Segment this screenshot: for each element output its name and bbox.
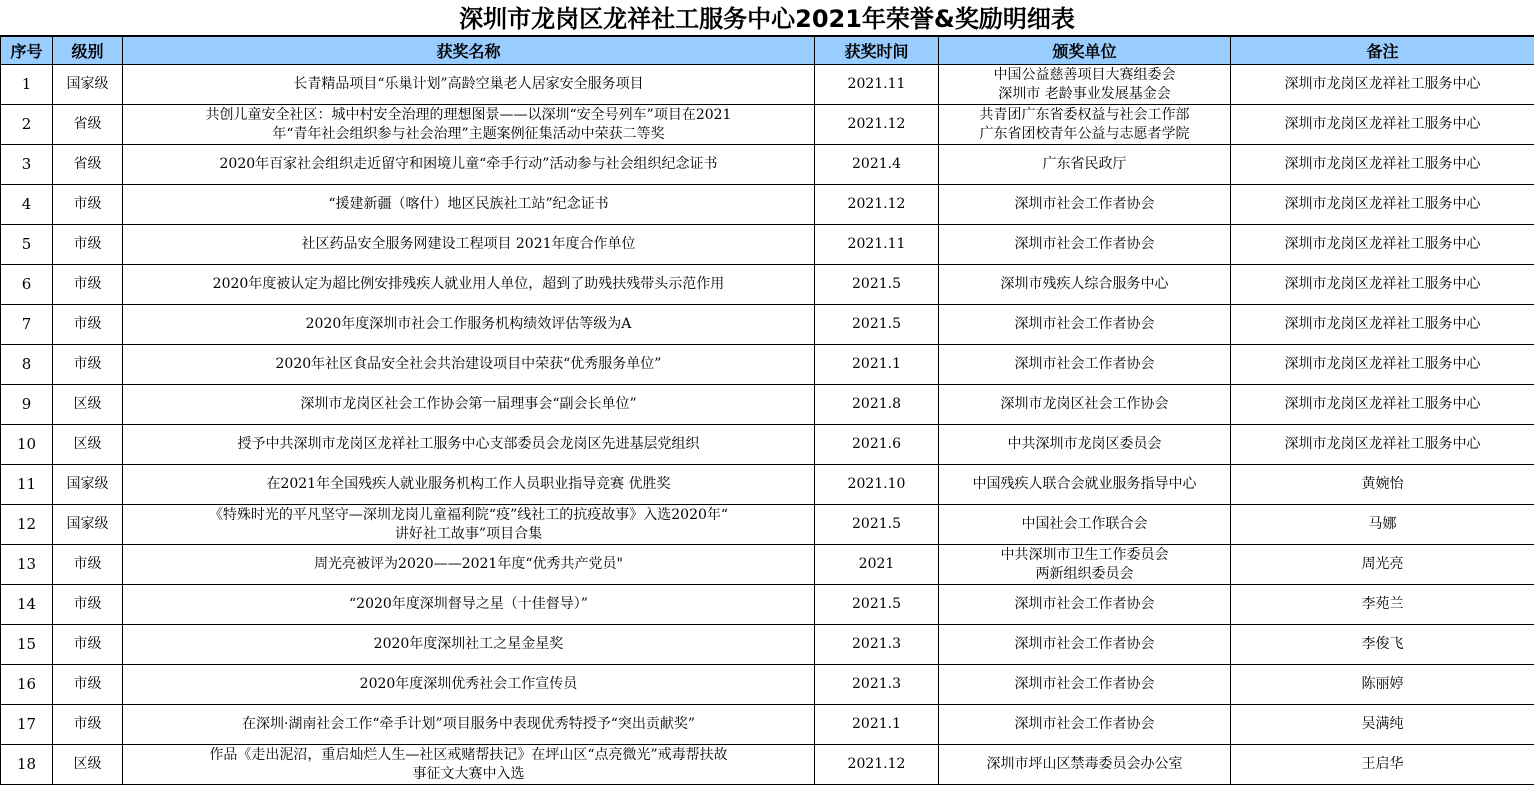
cell-note[interactable]: 周光亮 (1231, 545, 1534, 585)
cell-level[interactable]: 市级 (53, 625, 123, 665)
issuer-line: 中国残疾人联合会就业服务指导中心 (972, 476, 1197, 492)
cell-note[interactable]: 李俊飞 (1231, 625, 1534, 665)
cell-level[interactable]: 省级 (53, 105, 123, 145)
cell-note[interactable]: 深圳市龙岗区龙祥社工服务中心 (1231, 345, 1534, 385)
cell-award-time[interactable]: 2021.10 (815, 465, 939, 505)
table-row (1, 185, 1534, 225)
cell-note[interactable]: 深圳市龙岗区龙祥社工服务中心 (1231, 65, 1534, 105)
issuer-line: 深圳市社会工作者协会 (1014, 636, 1155, 652)
header-award-name[interactable]: 获奖名称 (123, 37, 815, 65)
cell-award-time[interactable]: 2021.12 (815, 105, 939, 145)
award-name-line: “2020年度深圳督导之星（十佳督导）” (349, 596, 588, 612)
issuer-line: 深圳市龙岗区社会工作协会 (1000, 396, 1169, 412)
cell-index[interactable]: 6 (1, 265, 53, 305)
cell-level[interactable]: 国家级 (53, 65, 123, 105)
header-index[interactable]: 序号 (1, 37, 53, 65)
issuer-line: 广东省团校青年公益与志愿者学院 (979, 125, 1190, 142)
cell-level[interactable]: 市级 (53, 545, 123, 585)
cell-level[interactable]: 市级 (53, 265, 123, 305)
cell-award-time[interactable]: 2021.1 (815, 705, 939, 745)
cell-index[interactable]: 2 (1, 105, 53, 145)
cell-note[interactable]: 深圳市龙岗区龙祥社工服务中心 (1231, 225, 1534, 265)
table-row (1, 505, 1534, 545)
table-row (1, 545, 1534, 585)
award-name-line: 在深圳·湖南社会工作“牵手计划”项目服务中表现优秀特授予“突出贡献奖” (241, 716, 696, 732)
award-name-line: 年“青年社会组织参与社会治理”主题案例征集活动中荣获二等奖 (272, 125, 665, 142)
cell-index[interactable]: 10 (1, 425, 53, 465)
issuer-line: 深圳市社会工作者协会 (1014, 716, 1155, 732)
cell-level[interactable]: 市级 (53, 585, 123, 625)
cell-issuer[interactable] (939, 145, 1231, 185)
table-row (1, 385, 1534, 425)
cell-issuer[interactable] (939, 345, 1231, 385)
cell-index[interactable]: 14 (1, 585, 53, 625)
cell-note[interactable]: 王启华 (1231, 745, 1534, 785)
cell-level[interactable]: 区级 (53, 425, 123, 465)
issuer-line: 中共深圳市龙岗区委员会 (1007, 436, 1162, 452)
award-name-line: 共创儿童安全社区：城中村安全治理的理想图景——以深圳“安全号列车”项目在2021 (205, 106, 732, 123)
cell-issuer[interactable] (939, 465, 1231, 505)
cell-award-time[interactable]: 2021.3 (815, 625, 939, 665)
cell-note[interactable]: 深圳市龙岗区龙祥社工服务中心 (1231, 185, 1534, 225)
issuer-line: 广东省民政厅 (1042, 156, 1127, 172)
cell-award-name[interactable] (123, 185, 815, 225)
cell-issuer[interactable] (939, 105, 1231, 145)
cell-note[interactable]: 黄婉怡 (1231, 465, 1534, 505)
award-name-line: 《特殊时光的平凡坚守—深圳龙岗儿童福利院“疫”线社工的抗疫故事》入选2020年“ (208, 506, 729, 523)
table-row (1, 105, 1534, 145)
cell-level[interactable]: 市级 (53, 305, 123, 345)
awards-table (0, 36, 1534, 785)
cell-level[interactable]: 国家级 (53, 465, 123, 505)
table-row (1, 425, 1534, 465)
cell-note[interactable]: 李苑兰 (1231, 585, 1534, 625)
cell-issuer[interactable] (939, 665, 1231, 705)
cell-award-time[interactable]: 2021.11 (815, 65, 939, 105)
award-name-line: “援建新疆（喀什）地区民族社工站”纪念证书 (328, 196, 609, 212)
award-name-line: 在2021年全国残疾人就业服务机构工作人员职业指导竞赛 优胜奖 (266, 476, 671, 492)
cell-award-name[interactable] (123, 345, 815, 385)
issuer-line: 两新组织委员会 (1035, 565, 1134, 582)
cell-index[interactable]: 16 (1, 665, 53, 705)
cell-award-time[interactable]: 2021.4 (815, 145, 939, 185)
cell-issuer[interactable] (939, 625, 1231, 665)
cell-award-name[interactable] (123, 265, 815, 305)
cell-issuer[interactable] (939, 505, 1231, 545)
issuer-line: 中共深圳市卫生工作委员会 (1000, 546, 1169, 563)
cell-award-name[interactable] (123, 305, 815, 345)
cell-level[interactable]: 国家级 (53, 505, 123, 545)
cell-issuer[interactable] (939, 585, 1231, 625)
cell-index[interactable]: 8 (1, 345, 53, 385)
award-name-line: 授予中共深圳市龙岗区龙祥社工服务中心支部委员会龙岗区先进基层党组织 (237, 436, 700, 452)
award-name-line: 2020年度被认定为超比例安排残疾人就业用人单位，超到了助残扶残带头示范作用 (212, 276, 725, 292)
cell-level[interactable]: 市级 (53, 345, 123, 385)
table-row (1, 145, 1534, 185)
cell-note[interactable]: 深圳市龙岗区龙祥社工服务中心 (1231, 145, 1534, 185)
cell-index[interactable]: 12 (1, 505, 53, 545)
cell-award-name[interactable] (123, 745, 815, 785)
table-row (1, 465, 1534, 505)
cell-issuer[interactable] (939, 385, 1231, 425)
award-name-line: 2020年社区食品安全社会共治建设项目中荣获“优秀服务单位” (275, 356, 662, 372)
issuer-line: 深圳市社会工作者协会 (1014, 676, 1155, 692)
cell-award-time[interactable]: 2021.8 (815, 385, 939, 425)
cell-index[interactable]: 5 (1, 225, 53, 265)
award-name-line: 深圳市龙岗区社会工作协会第一届理事会“副会长单位” (300, 396, 637, 412)
cell-award-time[interactable]: 2021.5 (815, 585, 939, 625)
table-row (1, 585, 1534, 625)
cell-award-name[interactable] (123, 625, 815, 665)
award-name-line: 2020年百家社会组织走近留守和困境儿童“牵手行动”活动参与社会组织纪念证书 (219, 156, 718, 172)
cell-award-time[interactable]: 2021 (815, 545, 939, 585)
award-name-line: 2020年度深圳市社会工作服务机构绩效评估等级为A (305, 316, 632, 332)
cell-level[interactable]: 区级 (53, 385, 123, 425)
cell-index[interactable]: 1 (1, 65, 53, 105)
issuer-line: 深圳市社会工作者协会 (1014, 236, 1155, 252)
cell-award-time[interactable]: 2021.12 (815, 745, 939, 785)
award-name-line: 2020年度深圳优秀社会工作宣传员 (359, 676, 578, 692)
table-row (1, 265, 1534, 305)
cell-award-name[interactable] (123, 225, 815, 265)
cell-note[interactable]: 深圳市龙岗区龙祥社工服务中心 (1231, 385, 1534, 425)
cell-issuer[interactable] (939, 185, 1231, 225)
issuer-line: 深圳市 老龄事业发展基金会 (998, 85, 1171, 102)
issuer-line: 深圳市残疾人综合服务中心 (1000, 276, 1169, 292)
award-name-line: 事征文大赛中入选 (412, 765, 525, 782)
cell-award-time[interactable]: 2021.5 (815, 305, 939, 345)
sheet-title: 深圳市龙岗区龙祥社工服务中心2021年荣誉&奖励明细表 (0, 0, 1534, 36)
cell-award-name[interactable] (123, 145, 815, 185)
award-name-line: 作品《走出泥沼，重启灿烂人生—社区戒赌帮扶记》在坪山区“点亮微光”戒毒帮扶故 (209, 746, 728, 763)
cell-index[interactable]: 4 (1, 185, 53, 225)
header-row (1, 37, 1534, 65)
cell-index[interactable]: 7 (1, 305, 53, 345)
cell-award-name[interactable] (123, 105, 815, 145)
cell-index[interactable]: 3 (1, 145, 53, 185)
cell-level[interactable]: 市级 (53, 705, 123, 745)
cell-note[interactable]: 深圳市龙岗区龙祥社工服务中心 (1231, 305, 1534, 345)
table-row (1, 65, 1534, 105)
cell-note[interactable]: 马娜 (1231, 505, 1534, 545)
cell-award-name[interactable] (123, 585, 815, 625)
award-name-line: 讲好社工故事”项目合集 (394, 525, 543, 542)
cell-award-time[interactable]: 2021.3 (815, 665, 939, 705)
issuer-line: 中国公益慈善项目大赛组委会 (993, 66, 1176, 83)
cell-index[interactable]: 13 (1, 545, 53, 585)
cell-level[interactable]: 区级 (53, 745, 123, 785)
cell-award-time[interactable]: 2021.11 (815, 225, 939, 265)
issuer-line: 深圳市社会工作者协会 (1014, 596, 1155, 612)
cell-award-name[interactable] (123, 425, 815, 465)
cell-issuer[interactable] (939, 745, 1231, 785)
table-row (1, 625, 1534, 665)
table-body (1, 65, 1534, 785)
cell-level[interactable]: 市级 (53, 665, 123, 705)
award-name-line: 社区药品安全服务网建设工程项目 2021年度合作单位 (301, 236, 636, 252)
cell-award-time[interactable]: 2021.12 (815, 185, 939, 225)
cell-award-time[interactable]: 2021.6 (815, 425, 939, 465)
cell-note[interactable]: 深圳市龙岗区龙祥社工服务中心 (1231, 265, 1534, 305)
award-name-line: 2020年度深圳社工之星金星奖 (373, 636, 564, 652)
cell-index[interactable]: 11 (1, 465, 53, 505)
award-name-line: 长青精品项目“乐巢计划”高龄空巢老人居家安全服务项目 (293, 76, 644, 92)
cell-level[interactable]: 省级 (53, 145, 123, 185)
issuer-line: 中国社会工作联合会 (1021, 516, 1148, 532)
cell-award-time[interactable]: 2021.5 (815, 505, 939, 545)
cell-award-time[interactable]: 2021.1 (815, 345, 939, 385)
cell-award-time[interactable]: 2021.5 (815, 265, 939, 305)
cell-issuer[interactable] (939, 265, 1231, 305)
cell-award-name[interactable] (123, 665, 815, 705)
cell-issuer[interactable] (939, 225, 1231, 265)
cell-issuer[interactable] (939, 305, 1231, 345)
cell-level[interactable]: 市级 (53, 185, 123, 225)
header-issuer[interactable]: 颁奖单位 (939, 37, 1231, 65)
cell-award-name[interactable] (123, 385, 815, 425)
cell-index[interactable]: 15 (1, 625, 53, 665)
cell-index[interactable]: 18 (1, 745, 53, 785)
cell-issuer[interactable] (939, 425, 1231, 465)
cell-note[interactable]: 深圳市龙岗区龙祥社工服务中心 (1231, 425, 1534, 465)
cell-issuer[interactable] (939, 545, 1231, 585)
table-row (1, 665, 1534, 705)
cell-award-name[interactable] (123, 545, 815, 585)
issuer-line: 深圳市社会工作者协会 (1014, 316, 1155, 332)
cell-level[interactable]: 市级 (53, 225, 123, 265)
header-note[interactable]: 备注 (1231, 37, 1534, 65)
cell-issuer[interactable] (939, 705, 1231, 745)
issuer-line: 共青团广东省委权益与社会工作部 (979, 106, 1190, 123)
cell-award-name[interactable] (123, 505, 815, 545)
header-award-time[interactable]: 获奖时间 (815, 37, 939, 65)
cell-note[interactable]: 吴满纯 (1231, 705, 1534, 745)
cell-award-name[interactable] (123, 65, 815, 105)
cell-note[interactable]: 陈丽婷 (1231, 665, 1534, 705)
table-row (1, 225, 1534, 265)
cell-issuer[interactable] (939, 65, 1231, 105)
cell-award-name[interactable] (123, 705, 815, 745)
table-row (1, 705, 1534, 745)
award-name-line: 周光亮被评为2020——2021年度“优秀共产党员" (314, 556, 623, 572)
issuer-line: 深圳市社会工作者协会 (1014, 356, 1155, 372)
cell-note[interactable]: 深圳市龙岗区龙祥社工服务中心 (1231, 105, 1534, 145)
cell-index[interactable]: 17 (1, 705, 53, 745)
issuer-line: 深圳市社会工作者协会 (1014, 196, 1155, 212)
table-row (1, 345, 1534, 385)
table-row (1, 305, 1534, 345)
table-row (1, 745, 1534, 785)
issuer-line: 深圳市坪山区禁毒委员会办公室 (986, 756, 1183, 772)
header-level[interactable]: 级别 (53, 37, 123, 65)
cell-index[interactable]: 9 (1, 385, 53, 425)
cell-award-name[interactable] (123, 465, 815, 505)
